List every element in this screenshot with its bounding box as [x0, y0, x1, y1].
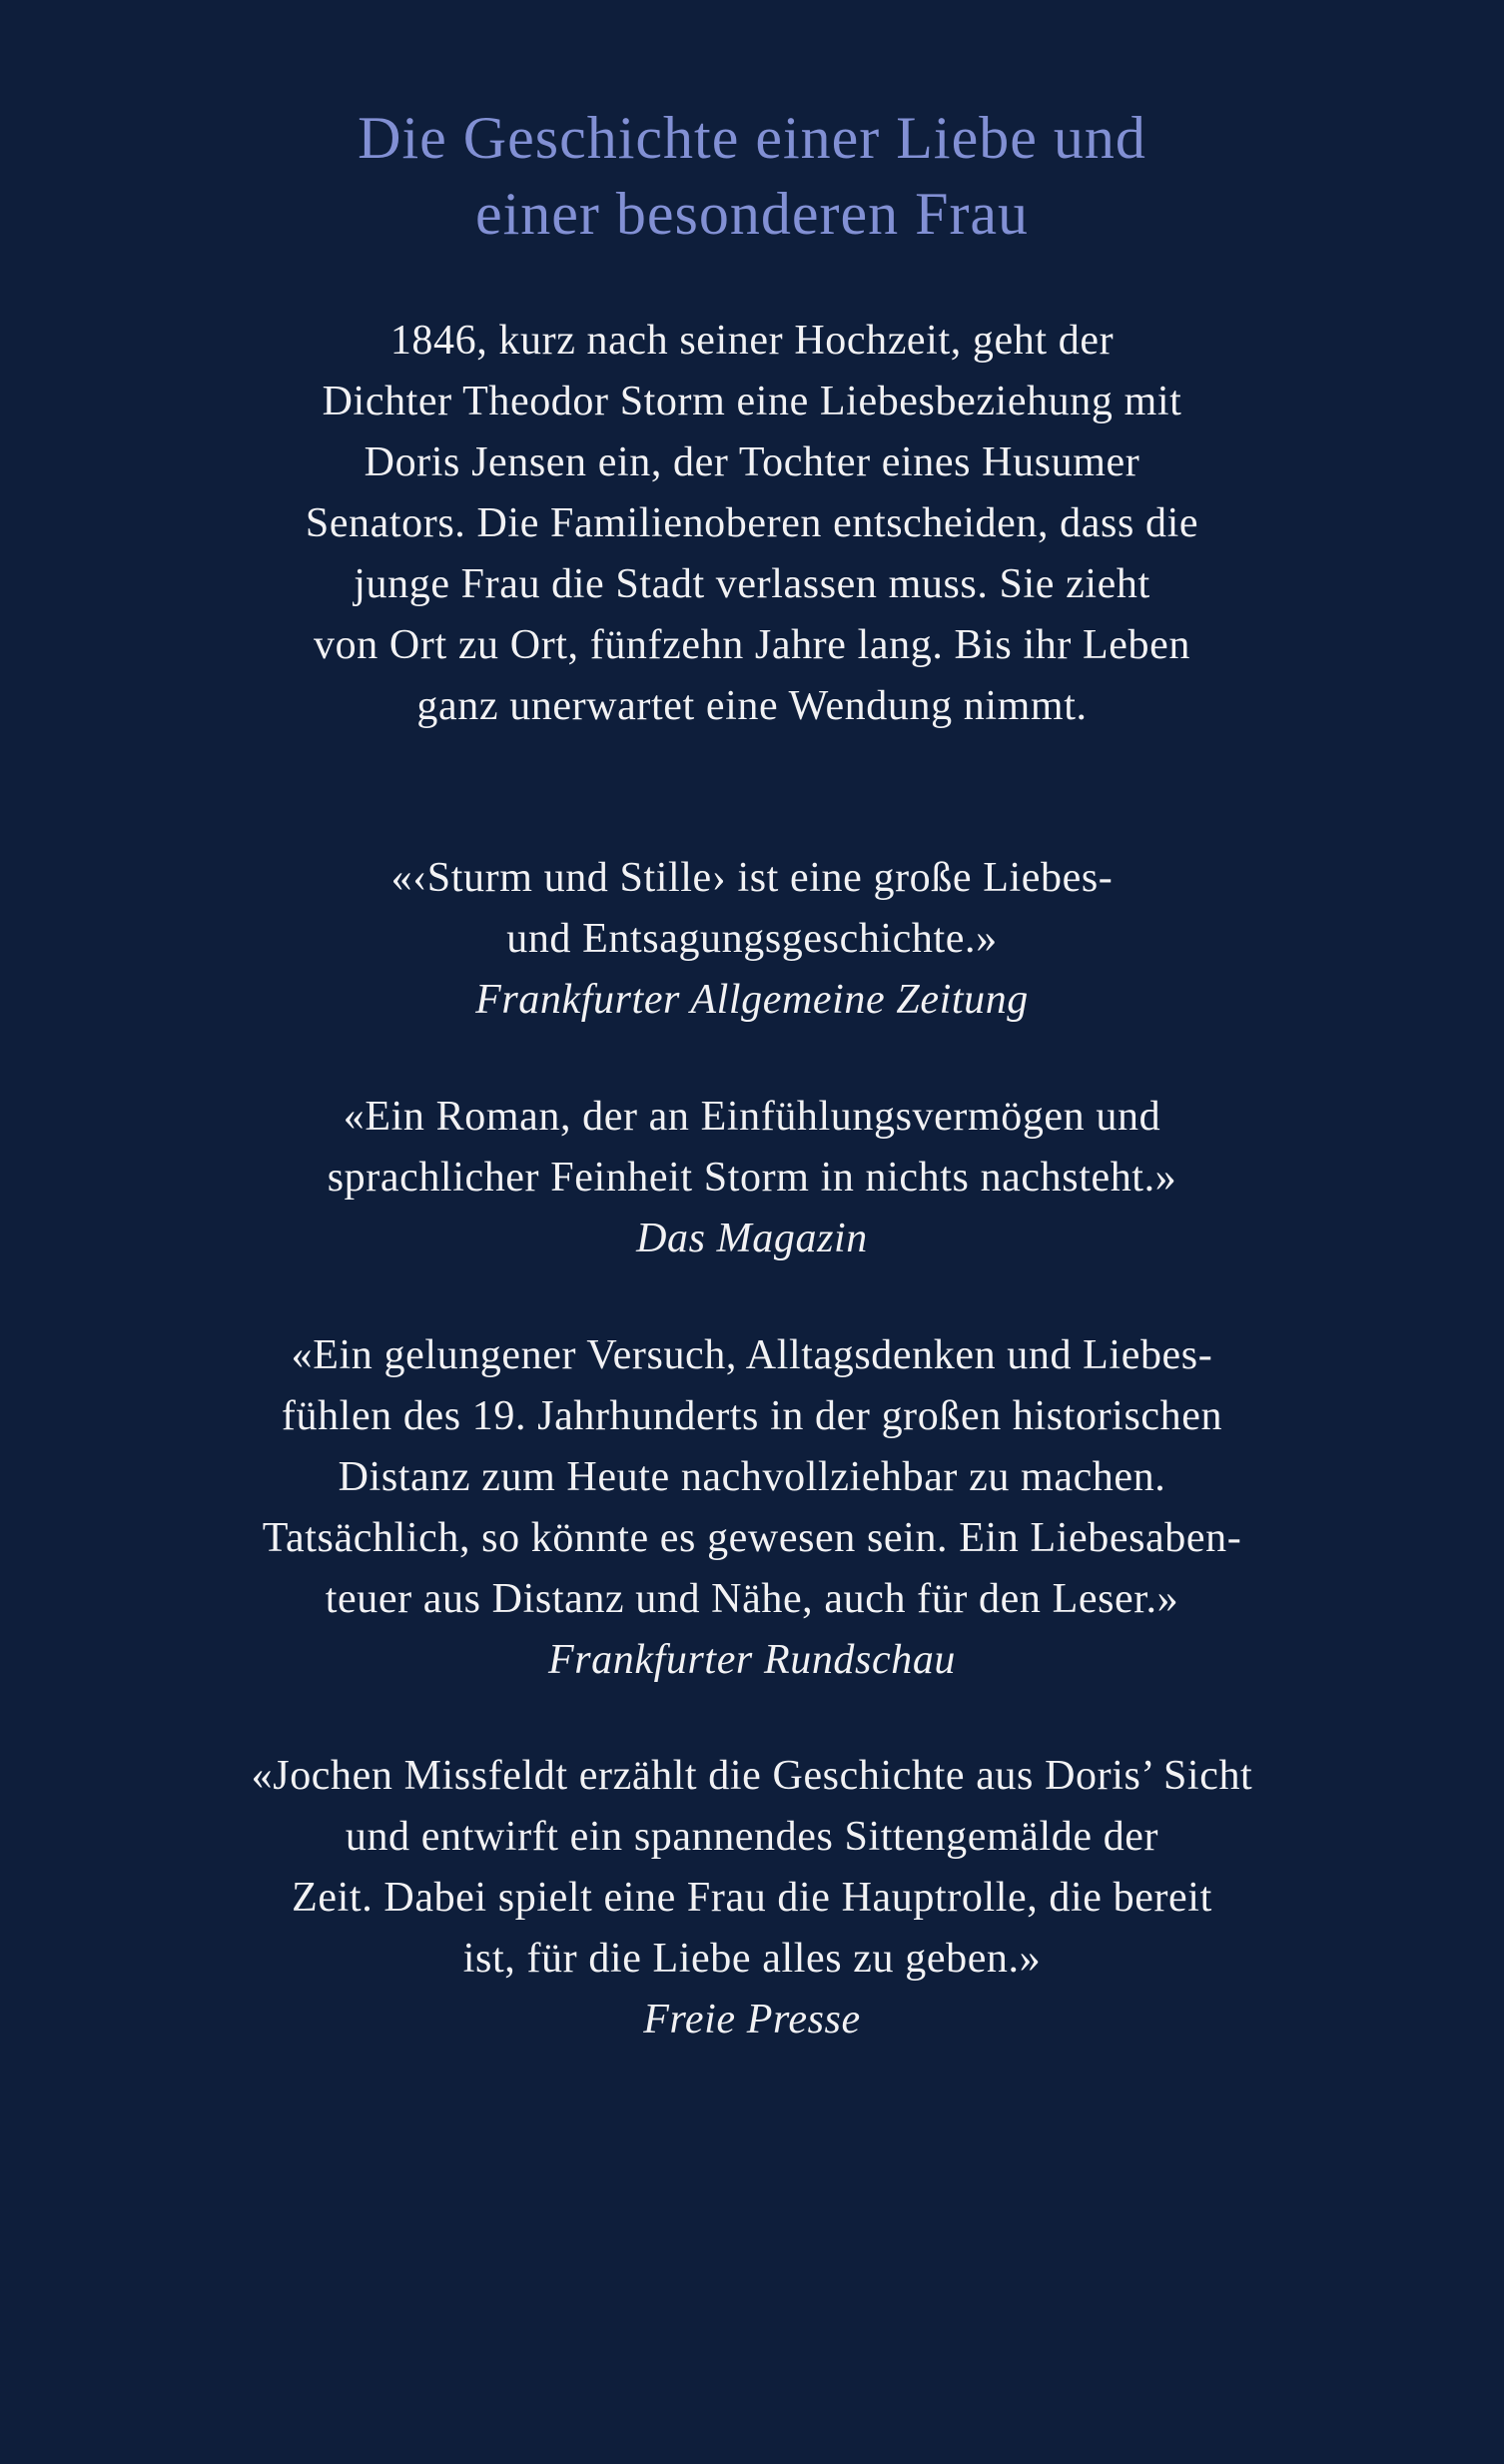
review-quote: [0, 848, 1504, 1031]
quote-line: «‹Sturm und Stille› ist eine große Liebes-: [390, 855, 1114, 901]
quote-line: «Ein gelungener Versuch, Alltagsdenken und Liebes-: [291, 1332, 1213, 1378]
quote-line: Zeit. Dabei spielt eine Frau die Hauptrolle, die bereit: [292, 1875, 1212, 1921]
quote-source: Frankfurter Rundschau: [547, 1637, 957, 1683]
quote-line: und Entsagungsgeschichte.»: [506, 916, 998, 962]
blurb-line: Senators. Die Familienoberen entscheiden, dass die: [305, 500, 1199, 546]
blurb: [0, 311, 1504, 737]
quote-line: «Jochen Missfeldt erzählt die Geschichte aus Doris’ Sicht: [251, 1753, 1253, 1799]
blurb-line: junge Frau die Stadt verlassen muss. Sie zieht: [354, 561, 1150, 607]
blurb-line: ganz unerwartet eine Wendung nimmt.: [416, 683, 1088, 729]
blurb-line: Doris Jensen ein, der Tochter eines Husumer: [364, 439, 1140, 485]
quote-line: sprachlicher Feinheit Storm in nichts nachsteht.»: [327, 1155, 1177, 1201]
review-quote: [0, 1087, 1504, 1269]
quote-line: ist, für die Liebe alles zu geben.»: [462, 1936, 1042, 1982]
quote-line: Tatsächlich, so könnte es gewesen sein. Ein Liebesaben-: [262, 1515, 1242, 1561]
quote-source: Frankfurter Allgemeine Zeitung: [475, 977, 1029, 1023]
headline-line: einer besonderen Frau: [474, 181, 1030, 247]
quote-line: und entwirft ein spannendes Sittengemälde der: [345, 1814, 1159, 1860]
quote-line: «Ein Roman, der an Einfühlungsvermögen und: [343, 1094, 1161, 1140]
quote-line: teuer aus Distanz und Nähe, auch für den Leser.»: [325, 1576, 1179, 1622]
headline: [0, 100, 1504, 252]
blurb-line: 1846, kurz nach seiner Hochzeit, geht der: [389, 318, 1115, 364]
review-quote: [0, 1325, 1504, 1691]
quote-line: Distanz zum Heute nachvollziehbar zu machen.: [338, 1454, 1166, 1500]
blurb-line: von Ort zu Ort, fünfzehn Jahre lang. Bis ihr Leben: [314, 622, 1190, 668]
quote-source: Freie Presse: [643, 1997, 861, 2043]
quote-line: fühlen des 19. Jahrhunderts in der großen historischen: [281, 1393, 1223, 1439]
review-quote: [0, 1746, 1504, 2051]
quote-source: Das Magazin: [636, 1216, 868, 1261]
headline-line: Die Geschichte einer Liebe und: [358, 105, 1146, 171]
blurb-line: Dichter Theodor Storm eine Liebesbeziehung mit: [322, 379, 1182, 424]
